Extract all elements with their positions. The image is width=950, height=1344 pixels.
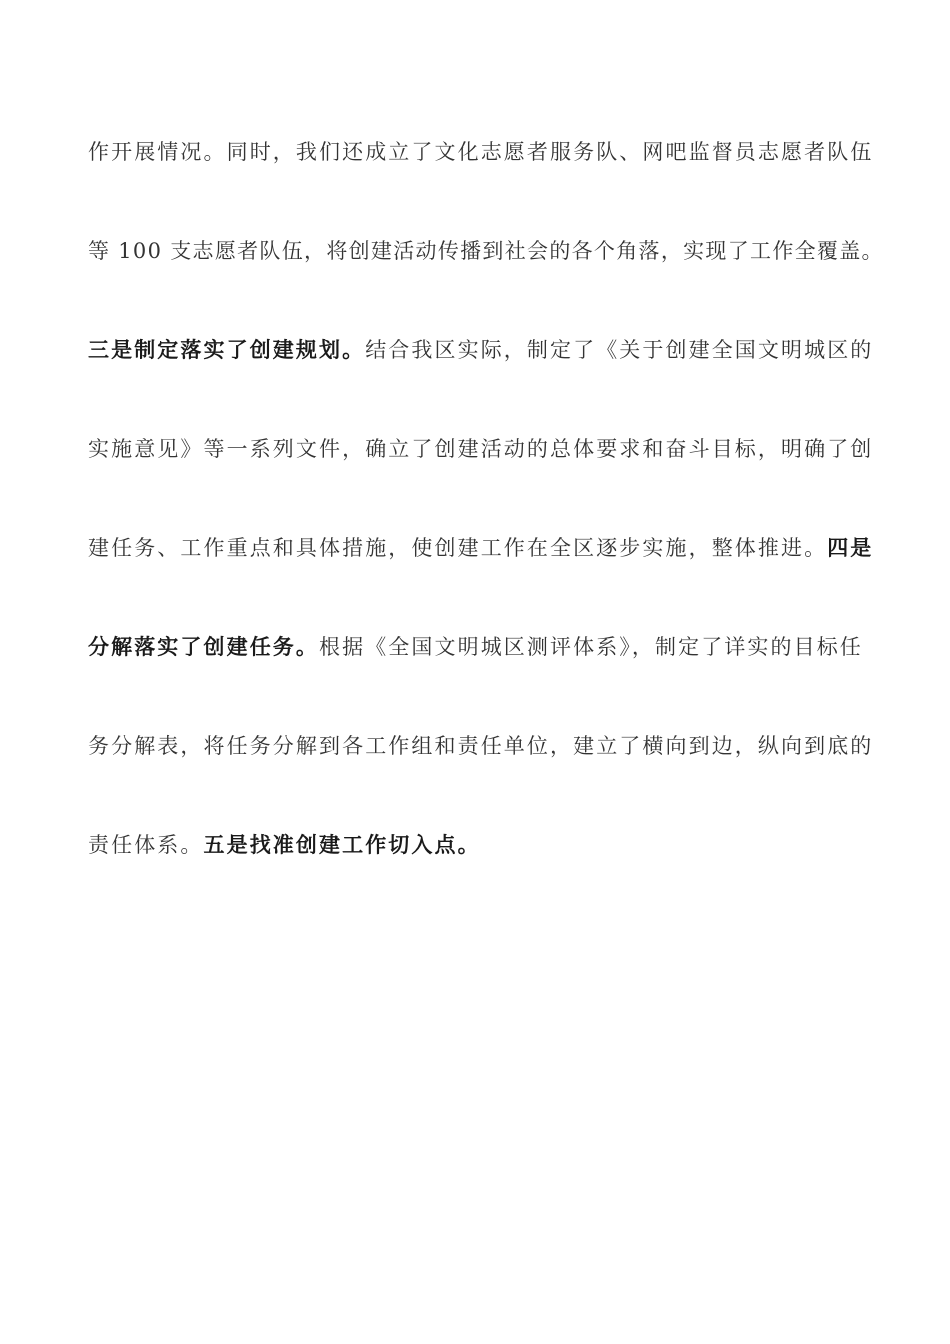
bold-heading-three: 三是制定落实了创建规划。	[88, 337, 366, 362]
bold-heading-four-rest: 分解落实了创建任务。	[88, 634, 319, 659]
text-segment: 责任体系。	[88, 833, 204, 857]
text-line-5	[88, 533, 878, 563]
text-segment: 根据《全国文明城区测评体系》，制定了详实的目标任	[319, 635, 863, 659]
text-segment: 结合我区实际，制定了《关于创建全国文明城区的	[365, 338, 874, 362]
text-line-3	[88, 335, 878, 365]
bold-heading-five: 五是找准创建工作切入点。	[203, 832, 481, 857]
text-line-7	[88, 731, 878, 761]
text-line-8	[88, 830, 878, 860]
text-segment: 实施意见》等一系列文件，确立了创建活动的总体要求和奋斗目标，明确了创	[88, 437, 874, 461]
text-segment: 务分解表，将任务分解到各工作组和责任单位，建立了横向到边，纵向到底的	[88, 734, 874, 758]
text-line-2	[88, 236, 884, 266]
text-line-4	[88, 434, 878, 464]
text-segment: 建任务、工作重点和具体措施，使创建工作在全区逐步实施，整体推进。	[88, 536, 828, 560]
bold-heading-four-start: 四是	[827, 535, 874, 560]
text-line-1	[88, 137, 878, 167]
text-segment: 作开展情况。同时，我们还成立了文化志愿者服务队、网吧监督员志愿者队伍	[88, 140, 874, 164]
text-segment: 等 100 支志愿者队伍，将创建活动传播到社会的各个角落，实现了工作全覆盖。	[88, 239, 884, 263]
text-line-6	[88, 632, 878, 662]
